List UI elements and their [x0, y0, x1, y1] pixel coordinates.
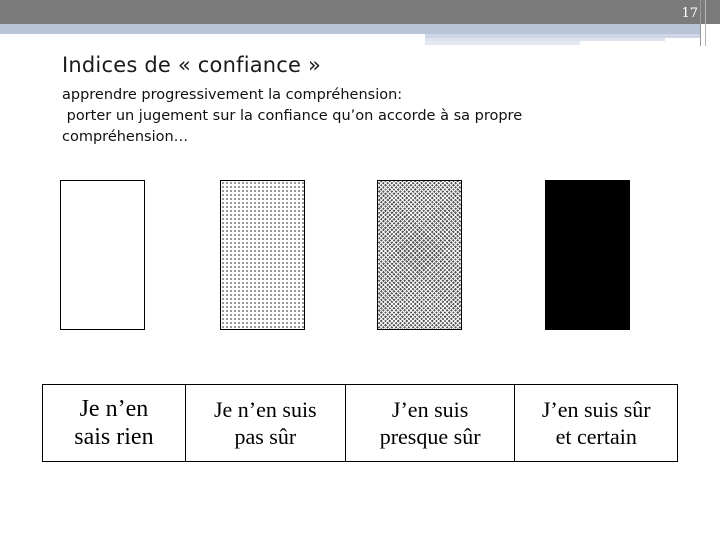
page-number: 17 [681, 6, 698, 21]
subtitle-line-3: compréhension… [62, 129, 189, 145]
label-line: Je n’en suis [213, 397, 317, 422]
header-divider-secondary [705, 0, 706, 46]
label-cell-no-idea [43, 385, 186, 462]
slide-title: Indices de « confiance » [62, 53, 322, 77]
subtitle-line-1: apprendre progressivement la compréhension: [62, 87, 403, 103]
confidence-swatch-light-dotted [220, 180, 305, 330]
slide-subtitle [62, 85, 622, 148]
label-line: et certain [555, 424, 637, 449]
label-line: J’en suis sûr [541, 397, 651, 422]
header-bar [0, 0, 700, 24]
header-divider [700, 0, 701, 46]
label-line: Je n’en [79, 396, 149, 422]
label-cell-almost-sure [345, 385, 515, 462]
label-line: pas sûr [234, 424, 297, 449]
label-cell-not-sure [185, 385, 345, 462]
confidence-swatch-black [545, 180, 630, 330]
label-line: presque sûr [379, 424, 481, 449]
confidence-swatch-white [60, 180, 145, 330]
confidence-swatch-dark-crosshatch [377, 180, 462, 330]
header-accent-band [0, 24, 700, 34]
label-line: sais rien [74, 424, 154, 450]
label-cell-sure-certain [515, 385, 678, 462]
subtitle-line-2: porter un jugement sur la confiance qu’on accorde à sa propre [62, 108, 523, 124]
confidence-labels-table [42, 384, 678, 462]
header-right-bar [700, 0, 720, 24]
header-accent-stripe-3 [425, 41, 580, 45]
table-row [43, 385, 678, 462]
label-line: J’en suis [391, 397, 469, 422]
